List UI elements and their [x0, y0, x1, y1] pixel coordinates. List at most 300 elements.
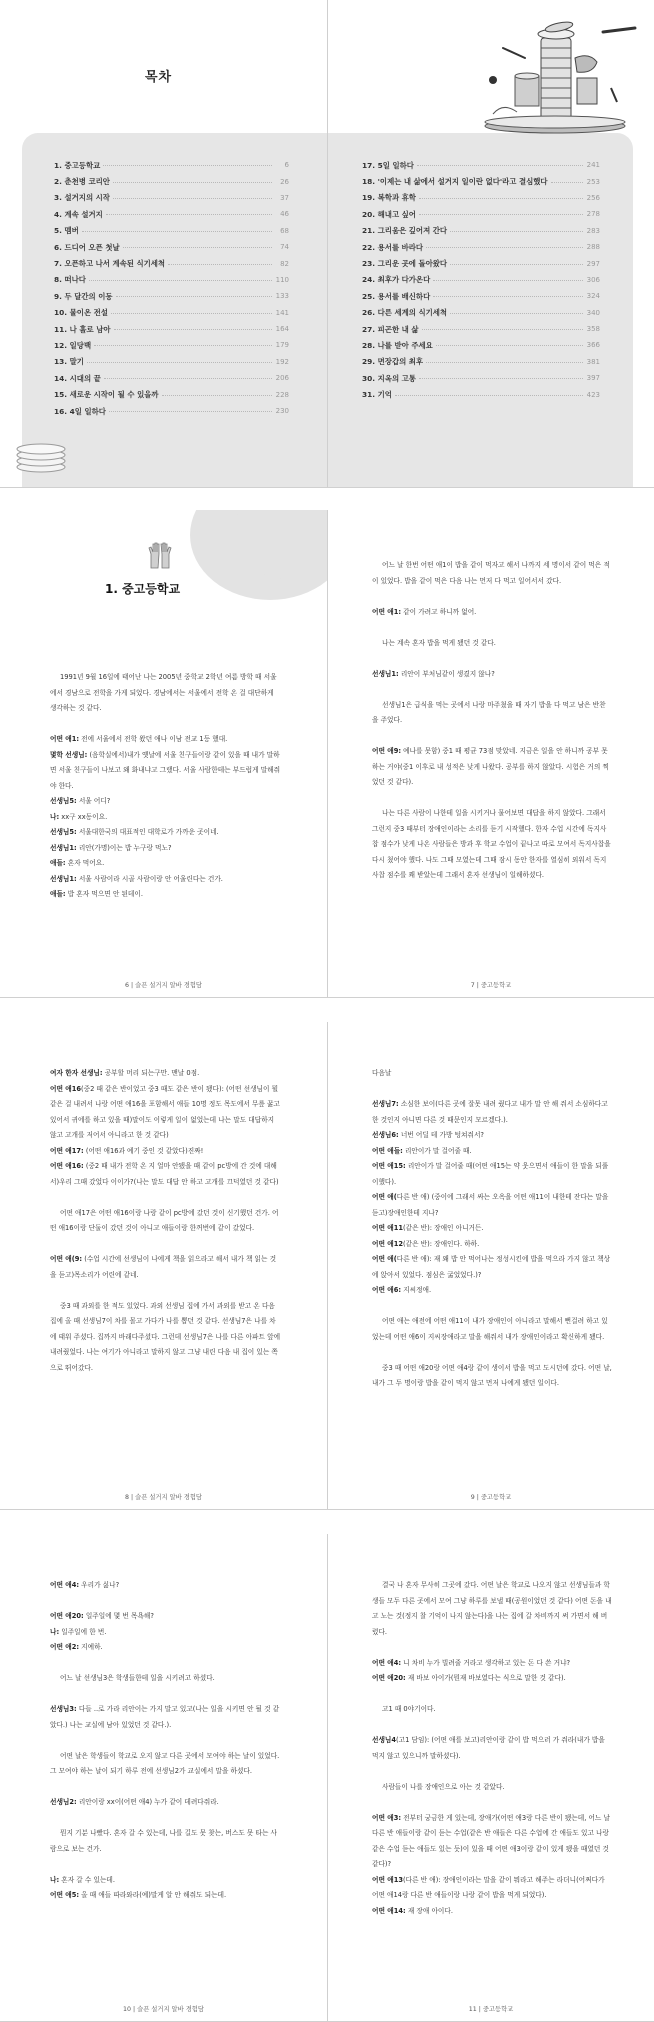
toc-entry-page: 68: [280, 226, 289, 235]
paragraph-gap: [50, 1594, 282, 1610]
toc-entry: [362, 370, 600, 386]
page-6: [0, 510, 327, 997]
toc-entry-label: 9. 두 달간의 이동: [54, 291, 113, 301]
line-text: 중3 때 과외를 한 적도 있었다. 과외 선생님 집에 가서 과외를 받고 온 다음 집에 올 때 선생님7이 차를 몰고 가다가 나를 뽑던 것 같다. 선생님7은 나를 차에 태워 주셨다. 집까지 바래다주셨다. 그런데 선생님7은 나를 다른 아파트 앞에 내려줬었다. 나는 여기가 아니라고 말하지 않고 그냥 내린 다음 내 집이 있는 쪽으로 뛰어갔다.: [50, 1301, 281, 1372]
toc-leader: [419, 377, 583, 379]
toc-entry-page: 278: [586, 210, 600, 219]
line-text: 밥 혼자 먹으면 안 된데이.: [65, 890, 143, 898]
line-text: 지씨정애.: [401, 1286, 432, 1294]
toc-entry-page: 141: [275, 308, 289, 317]
toc-leader: [104, 377, 272, 379]
paragraph-gap: [372, 1345, 612, 1361]
speaker-label: 어떤 애11: [372, 1224, 404, 1232]
paragraph-gap: [372, 651, 612, 667]
toc-entry: [362, 190, 600, 206]
toc-entry: [362, 173, 600, 189]
speaker-label: 어떤 애14:: [372, 1906, 406, 1915]
speaker-label: 선생님1:: [372, 669, 399, 678]
dialogue-line: [50, 1578, 282, 1594]
speaker-label: 어떤 애15:: [372, 1162, 406, 1170]
toc-entry-page: 230: [275, 407, 289, 416]
speaker-label: 어떤 애들:: [372, 1146, 403, 1155]
toc-entry-label: 28. 나를 받아 주세요: [362, 340, 433, 350]
line-text: 너번 어딜 테 가방 텅쳐줘서?: [398, 1131, 484, 1139]
speaker-label: 어떤 애20:: [50, 1612, 84, 1620]
toc-entry-label: 20. 해내고 싶어: [362, 209, 416, 219]
page-6-body: [50, 670, 282, 903]
line-text: 재 바보 아이가(뭔재 바보였다는 식으로 말한 것 같다).: [405, 1674, 566, 1682]
toc-entry: [54, 370, 289, 386]
paragraph-gap: [50, 717, 282, 733]
toc-entry-label: 4. 계속 설거지: [54, 209, 103, 219]
paragraph-gap: [372, 1299, 612, 1315]
toc-leader: [114, 328, 272, 330]
paragraph: [372, 1578, 612, 1640]
toc-entry: [54, 305, 289, 321]
dialogue-line: [372, 667, 612, 683]
dialogue-line: [50, 1082, 282, 1144]
speaker-label: 선생님1:: [50, 843, 77, 852]
toc-entry: [362, 157, 600, 173]
page-10: [0, 1534, 327, 2021]
dialogue-line: [372, 1671, 612, 1687]
line-text: 선생님1은 급식을 먹는 곳에서 나랑 마주쳤을 때 자기 밥을 다 먹고 남은 반찬을 주었다.: [372, 700, 606, 724]
toc-entry: [54, 321, 289, 337]
toc-entry-label: 27. 피곤한 내 삶: [362, 324, 419, 334]
paragraph-gap: [372, 1082, 612, 1098]
paragraph-gap: [50, 1283, 282, 1299]
dialogue-line: [50, 872, 282, 888]
speaker-label: 어떤 애20:: [372, 1674, 406, 1682]
paragraph-gap: [50, 1190, 282, 1206]
toc-entry-label: 29. 면장갑의 최후: [362, 357, 424, 367]
toc-entry: [54, 157, 289, 173]
speaker-label: 여자 한자 선생님:: [50, 1069, 103, 1077]
line-text: 리안이 부처님같이 생겼지 않나?: [398, 669, 495, 678]
line-text: (같은 반): 장애인다. 하하.: [403, 1239, 480, 1248]
toc-leader: [419, 197, 583, 199]
speaker-label: 어떤 애(9:: [50, 1255, 83, 1263]
speaker-label: 어떤 애13: [372, 1875, 404, 1884]
toc-entry-page: 306: [586, 275, 600, 284]
speaker-label: 선생님4: [372, 1736, 397, 1744]
line-text: 결국 나 혼자 무사히 그곳에 갔다. 어떤 날은 학교로 나오지 않고 선생님들과 학생들 모두 다른 곳에서 모여 그냥 하루를 보낼 때(공원이었던 것 같다) 어떤 돈을 내고 노는 것(정지 찰 기억이 나지 않는다)을 나는 집에 갈 차비까지 써 가면서 해 버렸다.: [372, 1581, 612, 1636]
dialogue-line: [50, 1640, 282, 1656]
toc-entry: [362, 255, 600, 271]
line-text: 리안이랑 xx이(어떤 애4) 누가 같이 데려다줘라.: [76, 1798, 219, 1806]
dish-stack-illustration-icon: [463, 18, 643, 136]
dialogue-line: [50, 1625, 282, 1641]
spread-6-7: [0, 510, 654, 998]
dialogue-line: [372, 1283, 612, 1299]
toc-leader: [426, 361, 583, 363]
paragraph-gap: [372, 1795, 612, 1811]
toc-entry-page: 324: [586, 292, 600, 301]
toc-leader: [82, 230, 272, 232]
line-text: 리안이가 말 걸어줄 때(어떤 애15는 약 웃으면서 애들이 한 말을 되풀이했다).: [372, 1162, 609, 1186]
line-text: 서울 사람이라 시골 사람이랑 안 어울린다는 건가.: [76, 874, 223, 883]
line-text: 일주일에 한 번.: [59, 1627, 107, 1636]
toc-leader: [450, 263, 583, 265]
toc-leader: [106, 213, 272, 215]
toc-leader: [103, 164, 272, 166]
toc-leader: [433, 295, 583, 297]
toc-entry-label: 13. 말기: [54, 357, 84, 367]
dialogue-line: [50, 748, 282, 795]
speaker-label: 애들:: [50, 859, 66, 867]
toc-entry-label: 21. 그리움은 깊어져 간다: [362, 226, 448, 236]
speaker-label: 어떤 애1:: [50, 735, 80, 743]
line-text: 어떤 애17은 어떤 애16이랑 나랑 같이 pc방에 갔던 것이 신기했던 건가. 어떤 애16이랑 단둘이 갔던 것이 아니고 애들이랑 한꺼번에 같이 갔었다.: [50, 1208, 279, 1232]
page-footer: 7 | 중고등학교: [470, 982, 512, 989]
line-text: 어떤 날은 학생들이 학교로 오지 않고 다른 곳에서 모여야 하는 날이 있었다. 그 모여야 하는 날이 되기 하루 전에 선생님2가 교실에서 말을 하셨다.: [50, 1751, 280, 1775]
toc-entry-page: 206: [275, 374, 289, 383]
paragraph-gap: [372, 1764, 612, 1780]
toc-entry-label: 18. '이제는 내 삶에서 설거지 일이란 없다'라고 결심했다: [362, 177, 548, 187]
toc-leader: [433, 279, 583, 281]
toc-entry-label: 15. 새로운 시작이 될 수 있을까: [54, 390, 159, 400]
dialogue-line: [372, 1252, 612, 1283]
toc-entry: [362, 223, 600, 239]
paragraph-gap: [372, 1718, 612, 1734]
line-text: 나는 다른 사람이 나한테 일을 시키거나 물어보면 대답을 하지 않았다. 그래서 그런지 중3 때부터 장애인이라는 소리를 듣기 시작했다. 한자 수업 시간에 독지사찹 점수가 낮게 나온 사람들은 방과 후 학교 수업이 끝나고 따로 모여서 독지사찹을 다시 쳤어야 했다. 나도 그때 모였는데 그때 잠시 동안 한자를 열심히 외워서 독지사찹 점수를 꽤 받았는데 그래서 혼자 선생님이 일해하셨다.: [372, 809, 611, 879]
toc-list-left: [54, 157, 289, 419]
toc-leader: [111, 312, 272, 314]
line-text: 전에 서울에서 전학 왔던 애나 이남 전교 1등 했대.: [79, 735, 228, 743]
toc-leader: [168, 263, 272, 265]
page-footer: 6 | 슬픈 설거지 알바 경험담: [125, 982, 202, 989]
toc-entry-page: 26: [280, 177, 289, 186]
line-text: (중2 때 같은 반이었고 중3 때도 같은 반이 됐다): (어떤 선생님이 뭘 같은 걸 내려서 나랑 어떤 애16을 포함해서 애들 10명 정도 목도에서 무릎 꿇고 있어서 귀에를 하고 있을 때)말이도 이렇게 일이 없었는데 나는 말도 대답하지 않고 고개를 저어서 아니라고 한 것 같다): [50, 1084, 280, 1139]
toc-leader: [450, 230, 583, 232]
line-text: (음학실에서)내가 옛날에 서울 친구들이랑 같이 있을 때 내가 말하면 서울 친구들이 나보고 왜 화내냐고 그랬다. 서울 사람한테는 부드럽게 말해줘야 한다.: [50, 750, 281, 790]
toc-entry-label: 16. 4일 일하다: [54, 406, 106, 416]
paragraph: [50, 1826, 282, 1857]
toc-entry: [362, 288, 600, 304]
paragraph: [372, 806, 612, 884]
paragraph-gap: [50, 1656, 282, 1672]
toc-entry-page: 46: [280, 210, 289, 219]
toc-leader: [417, 164, 583, 166]
toc-entry-page: 82: [280, 259, 289, 268]
dialogue-line: [50, 825, 282, 841]
toc-entry: [54, 190, 289, 206]
toc-leader: [113, 181, 272, 183]
line-text: 지예하.: [79, 1643, 103, 1651]
line-text: (같은 반): 장애인 아니거든.: [403, 1224, 484, 1232]
toc-entry-label: 5. 멤버: [54, 226, 79, 236]
paragraph-gap: [50, 1780, 282, 1796]
line-text: (어떤 애16과 예기 중인 것 같았다)진짜!: [83, 1146, 204, 1155]
toc-entry: [362, 239, 600, 255]
toc-entry-page: 192: [275, 357, 289, 366]
toc-entry-page: 366: [586, 341, 600, 350]
line-text: 중3 때 어떤 애20랑 어떤 애4랑 같이 생이서 밥을 먹고 도시던에 갔다. 어떤 날, 내가 그 두 명이랑 밥을 같이 먹지 않고 먼저 나에게 됐던 일이다.: [372, 1363, 612, 1387]
dialogue-line: [50, 1888, 282, 1904]
dialogue-line: [50, 1873, 282, 1889]
speaker-label: 애들:: [50, 890, 66, 898]
speaker-label: 어떤 애1:: [372, 607, 402, 616]
speaker-label: 선생님2:: [50, 1798, 77, 1806]
paragraph: [372, 636, 612, 652]
toc-entry-page: 288: [586, 243, 600, 252]
spread-toc: [0, 0, 654, 488]
speaker-label: 어떤 애(: [372, 1255, 397, 1263]
paragraph: [372, 698, 612, 729]
dialogue-line: [372, 605, 612, 621]
page-footer: 8 | 슬픈 설거지 알바 경험담: [125, 1494, 202, 1501]
paragraph: [50, 1749, 282, 1780]
speaker-label: 선생님1:: [50, 874, 77, 883]
toc-entry: [362, 321, 600, 337]
line-text: 전부터 궁금한 게 있는데, 장애가(어떤 애3랑 다른 반이 됐는데, 어느 날 다른 반 애들이랑 같이 듣는 수업(같은 반 애들은 다른 수업에 간 애들도 있고 나랑 같은 수업 듣는 애들도 있는 듯)이 있을 때 어떤 애3이랑 같이 있게 됐을 때였던 것 같다)?: [372, 1813, 610, 1868]
line-text: 사람들이 나를 장애인으로 아는 것 같았다.: [382, 1782, 505, 1791]
toc-entry-label: 25. 용서를 배신하다: [362, 291, 431, 301]
page-11: [327, 1534, 654, 2021]
speaker-label: 선생님5:: [50, 828, 77, 836]
page-footer: 10 | 슬픈 설거지 알바 경험담: [123, 2006, 204, 2013]
paragraph-gap: [50, 1733, 282, 1749]
dialogue-line: [372, 744, 612, 791]
dialogue-line: [372, 1656, 612, 1672]
toc-leader: [551, 181, 583, 183]
line-text: (중2 때 내가 전학 온 지 얼마 안됐을 때 같이 pc방에 간 것에 대해서)우리 그때 갔었다 이이가?(나는 말도 대답 안 하고 고개를 끄덕였던 것 같다): [50, 1162, 279, 1186]
toc-entry: [362, 305, 600, 321]
line-text: 1991년 9월 16일에 태어난 나는 2005년 중학교 2학년 여름 방학 때 서울에서 경남으로 전학을 가게 되었다. 경남에서는 서울에서 전학 온 걸 대단하게 생각하는 것 같다.: [50, 673, 277, 712]
toc-entry-label: 23. 그리운 곳에 돌아왔다: [362, 259, 448, 269]
dialogue-line: [50, 1702, 282, 1733]
paragraph-gap: [50, 1811, 282, 1827]
line-text: 어느 날 한번 어떤 애1이 밥을 같이 먹자고 해서 나까지 세 명이서 같이 먹은 적이 있었다. 밥을 같이 먹은 다음 나는 먼저 다 먹고 일어서서 갔다.: [372, 561, 610, 585]
spread-10-11: [0, 1534, 654, 2022]
dialogue-line: [372, 1221, 612, 1237]
speaker-label: 어떤 애6:: [372, 1286, 402, 1294]
line-text: 리안(가명)이는 밥 누구랑 먹노?: [76, 843, 172, 852]
paragraph-gap: [372, 620, 612, 636]
toc-entry: [54, 354, 289, 370]
speaker-label: 나:: [50, 1627, 60, 1636]
toc-entry: [54, 272, 289, 288]
dialogue-line: [372, 1811, 612, 1873]
speaker-label: 어떤 애12: [372, 1239, 404, 1248]
dialogue-line: [372, 1904, 612, 1920]
paragraph-gap: [372, 791, 612, 807]
line-text: 나는 계속 혼자 밥을 먹게 됐던 것 같다.: [382, 638, 496, 647]
toc-left-page: [0, 0, 327, 487]
toc-leader: [162, 394, 273, 396]
toc-leader: [450, 312, 583, 314]
toc-leader: [426, 246, 583, 248]
dialogue-line: [50, 856, 282, 872]
speaker-label: 선생님6:: [372, 1131, 399, 1139]
dialogue-line: [372, 1733, 612, 1764]
line-text: 서울 어디?: [76, 797, 111, 805]
paragraph: [50, 1206, 282, 1237]
line-text: 공부할 머리 되는구만. 맨날 0점.: [102, 1069, 200, 1077]
line-text: 서울대한국의 대표적인 대학로가 가까운 곳이네.: [76, 828, 219, 836]
toc-entry-page: 283: [586, 226, 600, 235]
paragraph-gap: [372, 1640, 612, 1656]
dialogue-line: [372, 1159, 612, 1190]
toc-entry-label: 6. 드디어 오픈 첫날: [54, 242, 120, 252]
line-text: 다들 ..로 가라 리안이는 가지 말고 있고(나는 일을 시키면 안 될 것 같았다.) 나는 교실에 남아 있었던 것 같다.).: [50, 1705, 280, 1729]
dialogue-line: [372, 1873, 612, 1904]
toc-entry: [362, 206, 600, 222]
toc-entry-page: 358: [586, 325, 600, 334]
line-text: 소심한 보이(다른 곳에 잘못 내려 줬다고 내가 말 안 해 줘서 소심하다고 한 것인지 아니면 다른 것 때문인지 모르겠다.).: [372, 1100, 608, 1124]
speaker-label: 선생님5:: [50, 797, 77, 805]
toc-entry: [362, 354, 600, 370]
page-10-body: [50, 1578, 282, 1904]
dialogue-line: [372, 1144, 612, 1160]
paragraph-gap: [50, 1687, 282, 1703]
line-text: 일주일에 몇 번 목욕해?: [83, 1612, 154, 1620]
line-text: 혼자 먹어요.: [65, 859, 105, 867]
page-9: [327, 1022, 654, 1509]
toc-entry: [54, 386, 289, 402]
toc-entry: [54, 288, 289, 304]
paragraph: [50, 1671, 282, 1687]
toc-entry-page: 74: [280, 243, 289, 252]
toc-entry: [54, 337, 289, 353]
toc-entry-page: 164: [275, 325, 289, 334]
toc-entry-page: 340: [586, 308, 600, 317]
paragraph-gap: [372, 682, 612, 698]
line-text: 재 장애 아이다.: [405, 1906, 453, 1915]
line-text: 다음날: [372, 1069, 392, 1077]
toc-entry-page: 37: [280, 193, 289, 202]
toc-entry-label: 3. 설거지의 시작: [54, 193, 110, 203]
line-text: 뭔지 기분 나빴다. 혼자 갈 수 있는데, 나를 길도 못 찾는, 버스도 못 타는 사람으로 보는 건가.: [50, 1829, 278, 1853]
toc-leader: [113, 197, 272, 199]
page-footer: 11 | 중고등학교: [468, 2006, 514, 2013]
paragraph: [372, 1361, 612, 1392]
speaker-label: 나:: [50, 1875, 60, 1884]
speaker-label: 선생님7:: [372, 1100, 399, 1108]
toc-entry-label: 26. 다른 세계의 식기세척: [362, 308, 448, 318]
dialogue-line: [372, 1190, 612, 1221]
toc-entry: [362, 386, 600, 402]
line-text: (수업 시간에 선생님이 나에게 책을 읽으라고 해서 내가 책 읽는 것을 듣고)목소리가 어린에 같네.: [50, 1255, 277, 1279]
toc-entry-label: 11. 나 홀로 남아: [54, 324, 111, 334]
toc-entry-page: 423: [586, 390, 600, 399]
speaker-label: 어떤 애16:: [50, 1162, 84, 1170]
toc-entry-page: 381: [586, 357, 600, 366]
toc-leader: [116, 295, 272, 297]
dialogue-line: [50, 732, 282, 748]
toc-leader: [419, 213, 583, 215]
toc-leader: [87, 361, 272, 363]
toc-entry: [362, 272, 600, 288]
toc-entry: [54, 255, 289, 271]
dialogue-line: [50, 1159, 282, 1190]
paragraph-gap: [50, 1857, 282, 1873]
toc-entry: [54, 239, 289, 255]
toc-entry-label: 31. 기억: [362, 390, 392, 400]
dialogue-line: [50, 1252, 282, 1283]
paragraph: [372, 1780, 612, 1796]
spread-8-9: [0, 1022, 654, 1510]
toc-list-right: [362, 157, 600, 403]
toc-entry-page: 253: [586, 177, 600, 186]
speaker-label: 선생님3:: [50, 1705, 77, 1713]
toc-entry: [54, 173, 289, 189]
toc-leader: [109, 410, 272, 412]
toc-entry-label: 7. 오픈하고 나서 계속된 식기세척: [54, 259, 166, 269]
toc-entry-page: 297: [586, 259, 600, 268]
toc-leader: [436, 344, 583, 346]
toc-entry: [362, 337, 600, 353]
dialogue-line: [50, 1066, 282, 1082]
line-text: (다른 반 애): 장애인이라는 말을 같이 뭐라고 해주는 라더니(어쩌다가 어떤 애14랑 다른 반 애들이랑 나랑 같이 밥을 먹게 되었다).: [372, 1875, 605, 1899]
toc-entry-label: 1. 중고등학교: [54, 160, 101, 170]
line-text: 혼자 갈 수 있는데.: [59, 1875, 115, 1884]
dialogue-line: [372, 1128, 612, 1144]
rubber-gloves-icon: [145, 540, 175, 570]
paragraph: [372, 1702, 612, 1718]
paragraph: [50, 1299, 282, 1377]
speaker-label: 어떤 애5:: [50, 1891, 80, 1899]
plates-icon: [14, 440, 68, 474]
speaker-label: 어떤 애17:: [50, 1146, 84, 1155]
line-text: xx구 xx동이요.: [59, 812, 108, 821]
dialogue-line: [372, 1097, 612, 1128]
toc-entry: [54, 206, 289, 222]
page-8-body: [50, 1066, 282, 1376]
paragraph: [372, 558, 612, 589]
dialogue-line: [50, 841, 282, 857]
toc-entry-page: 133: [275, 292, 289, 301]
toc-entry-label: 12. 일당백: [54, 340, 92, 350]
paragraph-gap: [372, 1687, 612, 1703]
toc-entry-page: 256: [586, 193, 600, 202]
toc-entry-page: 110: [275, 275, 289, 284]
toc-leader: [94, 344, 272, 346]
chapter-title: 1. 중고등학교: [105, 582, 181, 596]
line-text: 같이 가려고 하니까 없어.: [401, 607, 477, 616]
toc-entry-label: 2. 춘천병 코리안: [54, 177, 110, 187]
page-7: [327, 510, 654, 997]
paragraph-gap: [372, 729, 612, 745]
line-text: 어느 날 선생님3은 학생들한테 일을 시키려고 하셨다.: [60, 1674, 215, 1682]
page-7-body: [372, 558, 612, 884]
paragraph: [372, 1314, 612, 1345]
toc-entry-label: 10. 물이온 전설: [54, 308, 108, 318]
toc-right-page: [327, 0, 654, 487]
speaker-label: 어떤 애3:: [372, 1813, 402, 1822]
line-text: 어떤 애는 애전에 어떤 애11이 내가 장애인이 아니라고 말해서 뻔걸려 하고 있었는데 어떤 애6이 지씨장애라고 말을 해줘서 내가 장애인이라고 확신하게 됐다.: [372, 1317, 608, 1341]
toc-leader: [422, 328, 583, 330]
toc-leader: [395, 394, 583, 396]
toc-entry-label: 22. 용서를 바라다: [362, 242, 424, 252]
toc-entry: [54, 223, 289, 239]
line-text: 다른 반 애): 재 왜 밥 안 먹어나는 정성시킨에 밥을 먹으라 가지 않고 책상에 앉아서 있었다. 점심은 굶었었다.)?: [372, 1255, 611, 1279]
line-text: 예나를 못함) 중1 때 평균 73점 맞았네. 지금은 일을 안 하니까 공부 못하는 거야(중1 이후로 내 성적은 낮게 나왔다. 공부를 하지 않았다. 시험은 거의 찍었던 것 같다).: [372, 747, 609, 786]
dialogue-line: [50, 1795, 282, 1811]
speaker-label: 어떤 애16: [50, 1084, 82, 1093]
line-text: 올 때 애들 따라와라(예)말게 알 안 해줘도 되는데.: [79, 1891, 227, 1899]
speaker-label: 어떤 애(: [372, 1193, 397, 1201]
toc-entry-page: 179: [275, 341, 289, 350]
page-9-body: [372, 1066, 612, 1392]
dialogue-line: [50, 1144, 282, 1160]
dialogue-line: [50, 810, 282, 826]
toc-entry-label: 30. 지옥의 고통: [362, 373, 416, 383]
toc-entry-label: 17. 5일 일하다: [362, 160, 414, 170]
toc-leader: [123, 246, 272, 248]
speaker-label: 어떤 애4:: [50, 1581, 80, 1589]
toc-entry-label: 19. 복학과 휴학: [362, 193, 416, 203]
